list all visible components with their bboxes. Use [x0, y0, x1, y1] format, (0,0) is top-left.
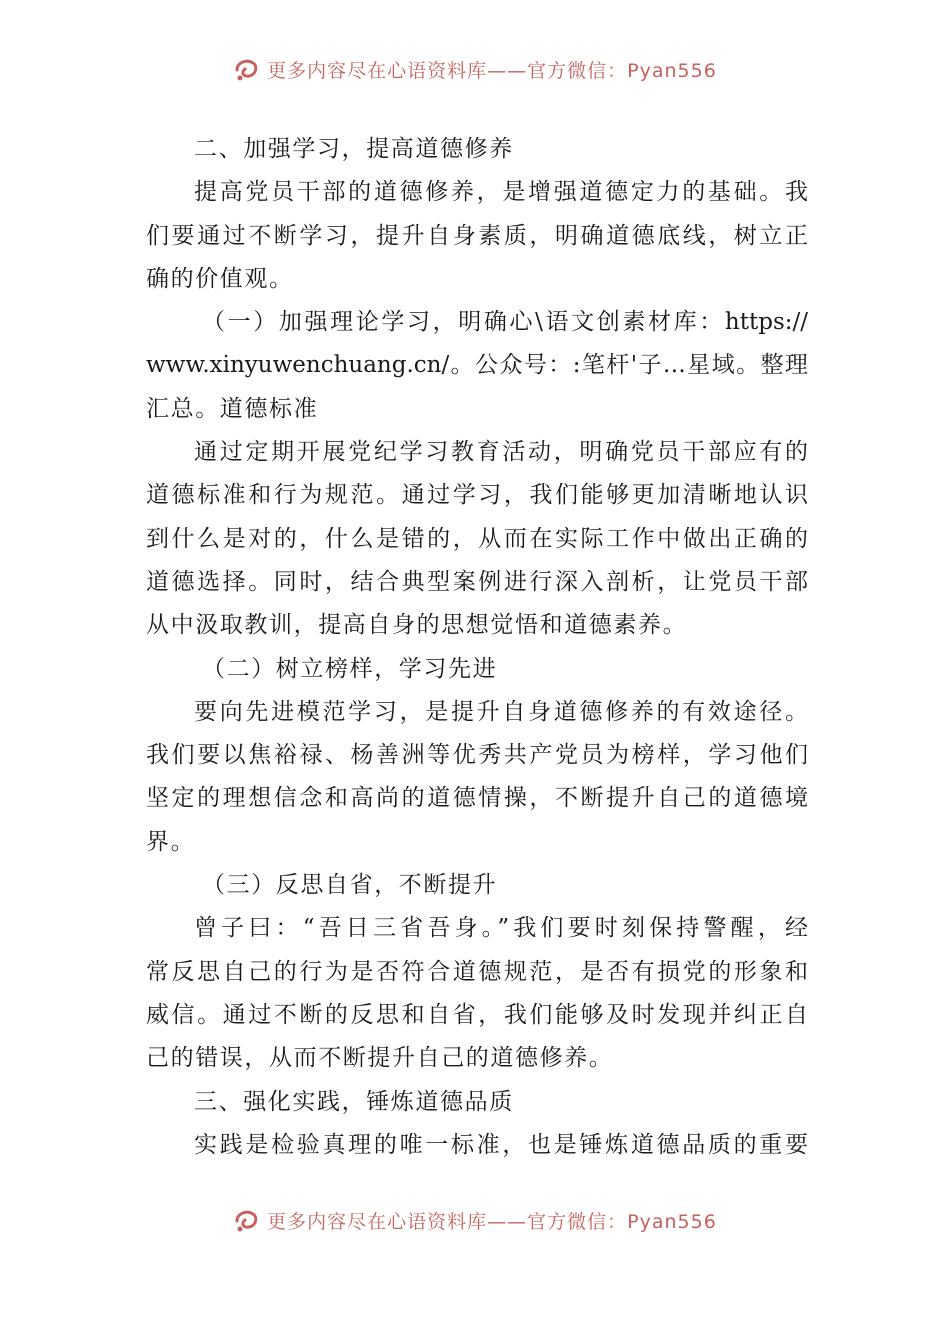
watermark-text: 更多内容尽在心语资料库——官方微信：Pyan556 — [267, 1210, 717, 1233]
paragraph-line: 坚定的理想信念和高尚的道德情操，不断提升自己的道德境 — [146, 785, 808, 812]
paragraph-line: 实践是检验真理的唯一标准，也是锤炼道德品质的重要 — [194, 1131, 808, 1158]
paragraph-line: 通过定期开展党纪学习教育活动，明确党员干部应有的 — [194, 439, 808, 466]
paragraph-line: 汇总。道德标准 — [146, 395, 319, 422]
paragraph-line: 们要通过不断学习，提升自身素质，明确道德底线，树立正 — [146, 222, 808, 249]
watermark-text: 更多内容尽在心语资料库——官方微信：Pyan556 — [267, 59, 717, 82]
paragraph-line: 提高党员干部的道德修养，是增强道德定力的基础。我 — [194, 179, 808, 206]
logo-swirl-icon — [233, 56, 261, 82]
paragraph-line: 从中汲取教训，提高自身的思想觉悟和道德素养。 — [146, 612, 688, 639]
paragraph-line: 界。 — [146, 828, 196, 855]
subsection-heading: （三）反思自省，不断提升 — [202, 872, 498, 899]
header-watermark — [0, 54, 950, 84]
footer-watermark — [0, 1205, 950, 1235]
document-body — [146, 128, 808, 1167]
paragraph-line: 己的错误，从而不断提升自己的道德修养。 — [146, 1045, 614, 1072]
paragraph-line: 到什么是对的，什么是错的，从而在实际工作中做出正确的 — [146, 525, 808, 552]
paragraph-line: www.xinyuwenchuang.cn/。公众号：:笔杆'子…星域。整理 — [146, 352, 808, 379]
section-heading: 二、加强学习，提高道德修养 — [194, 136, 514, 162]
logo-swirl-icon — [233, 1207, 261, 1233]
paragraph-line: 曾子曰：“吾日三省吾身。”我们要时刻保持警醒，经 — [194, 915, 808, 942]
paragraph-line: 道德标准和行为规范。通过学习，我们能够更加清晰地认识 — [146, 482, 808, 509]
paragraph-line: 常反思自己的行为是否符合道德规范，是否有损党的形象和 — [146, 958, 808, 985]
paragraph-line: 道德选择。同时，结合典型案例进行深入剖析，让党员干部 — [146, 568, 808, 595]
section-heading: 三、强化实践，锤炼道德品质 — [194, 1088, 514, 1115]
paragraph-line: 要向先进模范学习，是提升自身道德修养的有效途径。 — [194, 698, 808, 725]
subsection-heading: （二）树立榜样，学习先进 — [202, 655, 498, 682]
paragraph-line: 威信。通过不断的反思和自省，我们能够及时发现并纠正自 — [146, 1001, 808, 1028]
paragraph-line: 我们要以焦裕禄、杨善洲等优秀共产党员为榜样，学习他们 — [146, 742, 808, 769]
subsection-heading: （一）加强理论学习，明确心\语文创素材库：https:// — [202, 309, 808, 336]
paragraph-line: 确的价值观。 — [146, 265, 294, 292]
